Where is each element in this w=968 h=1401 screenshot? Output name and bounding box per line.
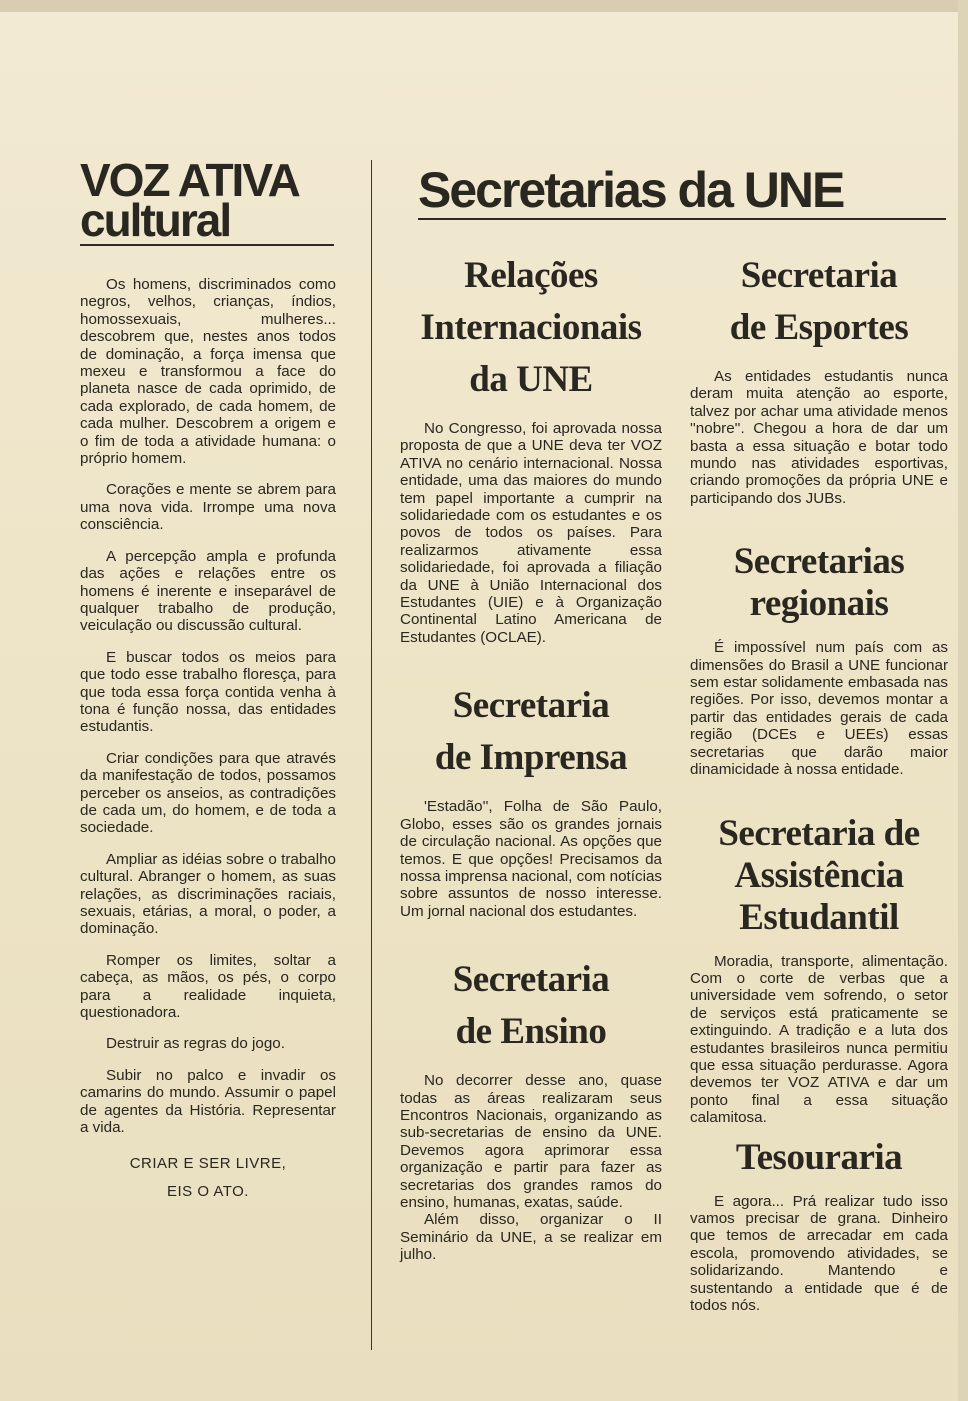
section-text: E agora... Prá realizar tudo isso vamos precisar de grana. Dinheiro que temos de arrecadar em cada escola, promovendo atividades, se solidarizando. Mantendo e sustentando a entidade que é de todos nós. (690, 1192, 948, 1314)
voz-ativa-title-line2: cultural (80, 194, 231, 246)
paragraph: Ampliar as idéias sobre o trabalho cultural. Abranger o homem, as suas relações, as discriminações raciais, sexuais, etárias, a moral, o poder, a dominação. (80, 850, 336, 938)
heading-line: Internacionais (420, 307, 642, 348)
section-gap (690, 1127, 948, 1137)
scan-edge-right (958, 0, 968, 1401)
heading-line: Secretaria (452, 959, 610, 1001)
paragraph: Destruir as regras do jogo. (106, 1035, 285, 1053)
heading-line: Relações (464, 255, 598, 296)
paragraph: Os homens, discriminados como negros, velhos, crianças, índios, homossexuais, mulheres... descobrem que, nestes anos todos de dominação, a força imensa que mexeu e transformou a face do planeta nasce de cada oprimido, de cada explorado, de cada homem, de cada mulher. Descobrem a origem e o fim de toda a atividade humana: o próprio homem. (80, 276, 336, 468)
section-text: As entidades estudantis nunca deram muita atenção ao esporte, talvez por achar uma atividade menos ''nobre''. Chegou a hora de dar um basta a essa situação e botar todo mundo nas atividades esportivas, criando promoções da própria UNE e participando dos JUBs. (690, 368, 948, 507)
section-heading (400, 680, 662, 784)
section-relacoes-internacionais (400, 250, 662, 646)
voz-ativa-column (80, 150, 336, 1206)
section-gap (690, 507, 948, 541)
section-ensino (400, 954, 662, 1263)
heading-line: de Ensino (455, 1011, 607, 1053)
main-title: Secretarias da UNE (418, 162, 844, 218)
paragraph: E buscar todos os meios para que todo esse trabalho floresça, para que toda essa força contida venha à tona é função nossa, das entidades estudantis. (80, 648, 336, 736)
paragraph: Romper os limites, soltar a cabeça, as mãos, os pés, o corpo para a realidade inquieta, questionadora. (80, 951, 336, 1022)
voz-ativa-title-line1: VOZ ATIVA (80, 154, 299, 206)
section-heading (690, 541, 948, 625)
section-regionais (690, 541, 948, 778)
heading-line: Secretaria (740, 255, 898, 296)
paragraph: Corações e mente se abrem para uma nova vida. Irrompe uma nova consciência. (80, 481, 336, 534)
main-title-rule (418, 218, 946, 220)
heading-line: de Esportes (729, 307, 909, 348)
section-assistencia (690, 813, 948, 1127)
heading-line: Assistência (734, 854, 904, 896)
heading-line: Tesouraria (735, 1136, 903, 1178)
paragraph: Subir no palco e invadir os camarins do mundo. Assumir o papel de agentes da História. Representar a vida. (80, 1066, 336, 1137)
section-heading (690, 250, 948, 354)
section-gap (690, 779, 948, 813)
heading-line: de Imprensa (434, 737, 628, 779)
scan-edge-top (0, 0, 968, 12)
section-esportes (690, 250, 948, 507)
section-text: Além disso, organizar o II Seminário da UNE, a se realizar em julho. (400, 1211, 662, 1264)
section-heading (400, 954, 662, 1058)
section-heading (690, 1137, 948, 1179)
heading-line: Secretaria de (718, 812, 920, 854)
right-column (690, 250, 948, 1314)
heading-line: Secretaria (452, 685, 610, 727)
section-heading (690, 813, 948, 939)
section-heading (400, 250, 662, 406)
heading-line: regionais (749, 583, 889, 625)
section-text: Moradia, transporte, alimentação. Com o corte de verbas que a universidade vem sofrendo, o setor de serviços está praticamente se extinguindo. A tradição e a luta dos estudantes brasileiros nunca permitiu que essa situação perdurasse. Agora devemos ter VOZ ATIVA e dar um ponto final a essa situação calamitosa. (690, 952, 948, 1127)
section-gap (400, 646, 662, 680)
section-imprensa (400, 680, 662, 920)
section-text: É impossível num país com as dimensões do Brasil a UNE funcionar sem estar solidamente embasada nas regiões. Por isso, devemos montar a partir das entidades gerais de cada região (DCEs e UEEs) essas secretarias que darão maior dinamicidade à nossa entidade. (690, 639, 948, 779)
paragraph: Criar condições para que através da manifestação de todos, possamos perceber os anseios, as contradições de cada um, do homem, e de toda a sociedade. (80, 749, 336, 837)
heading-line: da UNE (469, 359, 593, 400)
section-gap (400, 920, 662, 954)
middle-column (400, 250, 662, 1264)
section-text: No decorrer desse ano, quase todas as áreas realizaram seus Encontros Nacionais, organizando as sub-secretarias de ensino da UNE. Devemos agora aprimorar essa organização e partir para fazer as secretarias dos grandes ramos do ensino, humanas, exatas, saúde. (400, 1072, 662, 1211)
heading-line: Secretarias (733, 541, 905, 583)
section-text: No Congresso, foi aprovada nossa proposta de que a UNE deva ter VOZ ATIVA no cenário internacional. Nossa entidade, uma das maiores do mundo tem papel importante a cumprir na solidariedade com os estudantes e os povos de todos os países. Para realizarmos ativamente essa solidariedade, foi aprovada a filiação da UNE à União Internacional dos Estudantes (UIE) e à Organização Continental Latino Americana de Estudantes (OCLAE). (400, 420, 662, 646)
section-text: 'Estadão'', Folha de São Paulo, Globo, esses são os grandes jornais de circulação nacional. As opções que temos. E que opções! Precisamos da nossa imprensa nacional, com notícias sobre assuntos de nosso interesse. Um jornal nacional dos estudantes. (400, 798, 662, 920)
paragraph: A percepção ampla e profunda das ações e relações entre os homens é inerente e inseparável de qualquer trabalho de produção, veiculação ou discussão cultural. (80, 547, 336, 635)
voz-ativa-title (80, 154, 336, 246)
heading-line: Estudantil (739, 896, 899, 938)
closing-line: EIS O ATO. (167, 1183, 249, 1201)
column-divider (371, 160, 372, 1350)
closing-line: CRIAR E SER LIVRE, (129, 1155, 287, 1173)
section-tesouraria (690, 1137, 948, 1315)
